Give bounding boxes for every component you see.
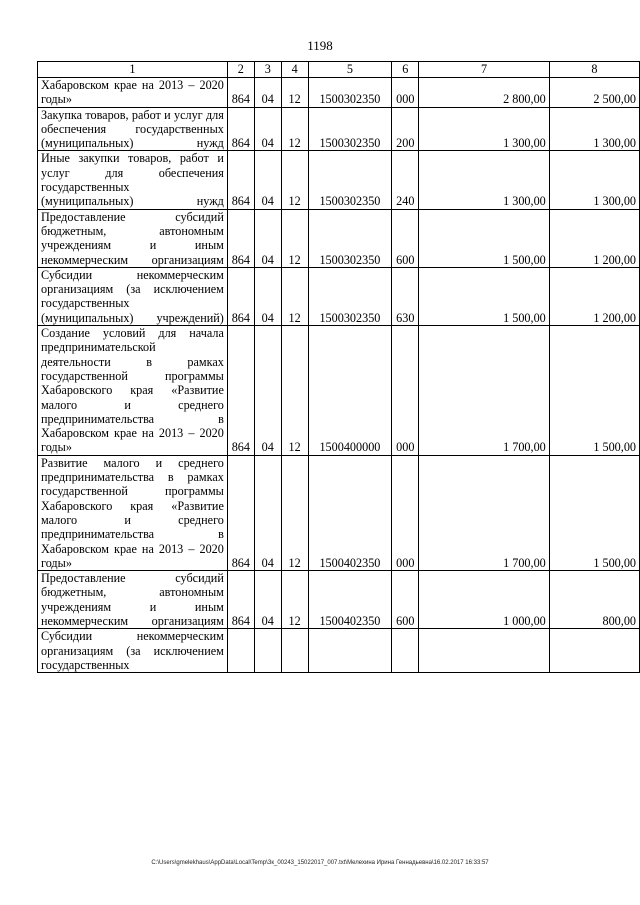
col-header-1: 1 [38,62,228,78]
cell-section: 04 [254,209,281,267]
cell-target-item: 1500400000 [308,326,392,456]
cell-target-item: 1500302350 [308,107,392,151]
cell-amount-1: 1 300,00 [419,107,550,151]
cell-section: 04 [254,326,281,456]
col-header-7: 7 [419,62,550,78]
cell-amount-2: 800,00 [549,571,639,629]
cell-expense-type [392,629,419,673]
cell-code [227,629,254,673]
cell-expense-type: 600 [392,571,419,629]
cell-target-item: 1500302350 [308,267,392,325]
cell-target-item: 1500302350 [308,78,392,108]
col-header-3: 3 [254,62,281,78]
cell-expense-type: 000 [392,326,419,456]
cell-amount-1: 1 300,00 [419,151,550,209]
cell-amount-2: 1 200,00 [549,209,639,267]
file-path-footer: C:\Users\gmelekhaus\AppData\Local\Temp\Зк_00243_15022017_007.txt\Мелехина Ирина Геннадьевна\16.02.2017 16:33:57 [151,860,489,866]
cell-amount-2: 1 500,00 [549,326,639,456]
table-row [38,629,640,673]
cell-target-item: 1500402350 [308,455,392,570]
cell-amount-2 [549,629,639,673]
table-row [38,267,640,325]
cell-amount-2: 1 300,00 [549,151,639,209]
table-row [38,326,640,456]
col-header-2: 2 [227,62,254,78]
row-name: Иные закупки товаров, работ и услуг для обеспечения государственных (муниципальных) нужд [38,151,228,209]
table-row [38,151,640,209]
cell-expense-type: 600 [392,209,419,267]
cell-subsection: 12 [281,209,308,267]
table-row [38,571,640,629]
cell-section: 04 [254,455,281,570]
cell-expense-type: 200 [392,107,419,151]
cell-code: 864 [227,326,254,456]
cell-subsection: 12 [281,326,308,456]
cell-subsection: 12 [281,78,308,108]
cell-section: 04 [254,151,281,209]
col-header-6: 6 [392,62,419,78]
cell-expense-type: 000 [392,78,419,108]
cell-section: 04 [254,267,281,325]
cell-code: 864 [227,209,254,267]
budget-table [37,61,640,673]
table-row [38,455,640,570]
cell-section: 04 [254,107,281,151]
row-name: Закупка товаров, работ и услуг для обеспечения государственных (муниципальных) нужд [38,107,228,151]
cell-amount-2: 2 500,00 [549,78,639,108]
cell-code: 864 [227,267,254,325]
row-name: Субсидии некоммерческим организациям (за исключением государственных [38,629,228,673]
cell-section: 04 [254,78,281,108]
page-number: 1198 [307,38,333,53]
row-name: Субсидии некоммерческим организациям (за исключением государственных (муниципальных) учреждений) [38,267,228,325]
row-name: Хабаровском крае на 2013 – 2020 годы» [38,78,228,108]
cell-target-item: 1500302350 [308,151,392,209]
col-header-4: 4 [281,62,308,78]
cell-code: 864 [227,151,254,209]
table-header-row [38,62,640,78]
col-header-8: 8 [549,62,639,78]
cell-subsection [281,629,308,673]
cell-code: 864 [227,455,254,570]
cell-amount-1: 1 700,00 [419,326,550,456]
cell-amount-1 [419,629,550,673]
col-header-5: 5 [308,62,392,78]
table-row [38,78,640,108]
row-name: Предоставление субсидий бюджетным, автономным учреждениям и иным некоммерческим организациям [38,571,228,629]
table-row [38,107,640,151]
cell-code: 864 [227,571,254,629]
cell-subsection: 12 [281,107,308,151]
cell-section: 04 [254,571,281,629]
cell-expense-type: 240 [392,151,419,209]
cell-amount-2: 1 200,00 [549,267,639,325]
cell-target-item [308,629,392,673]
row-name: Предоставление субсидий бюджетным, автономным учреждениям и иным некоммерческим организациям [38,209,228,267]
row-name: Создание условий для начала предпринимательской деятельности в рамках государственной программы Хабаровского края «Развитие малого и среднего предпринимательства в Хабаровском крае на 2013 – 2020 годы» [38,326,228,456]
cell-code: 864 [227,107,254,151]
cell-expense-type: 000 [392,455,419,570]
cell-amount-1: 1 500,00 [419,209,550,267]
row-name: Развитие малого и среднего предпринимательства в рамках государственной программы Хабаровского края «Развитие малого и среднего предпринимательства в Хабаровском крае на 2013 – 2020 годы» [38,455,228,570]
cell-amount-1: 1 000,00 [419,571,550,629]
cell-amount-1: 2 800,00 [419,78,550,108]
cell-amount-1: 1 700,00 [419,455,550,570]
cell-subsection: 12 [281,455,308,570]
cell-target-item: 1500402350 [308,571,392,629]
cell-amount-2: 1 500,00 [549,455,639,570]
table-row [38,209,640,267]
cell-target-item: 1500302350 [308,209,392,267]
cell-code: 864 [227,78,254,108]
cell-amount-1: 1 500,00 [419,267,550,325]
cell-amount-2: 1 300,00 [549,107,639,151]
cell-subsection: 12 [281,151,308,209]
cell-expense-type: 630 [392,267,419,325]
cell-subsection: 12 [281,571,308,629]
cell-section [254,629,281,673]
cell-subsection: 12 [281,267,308,325]
